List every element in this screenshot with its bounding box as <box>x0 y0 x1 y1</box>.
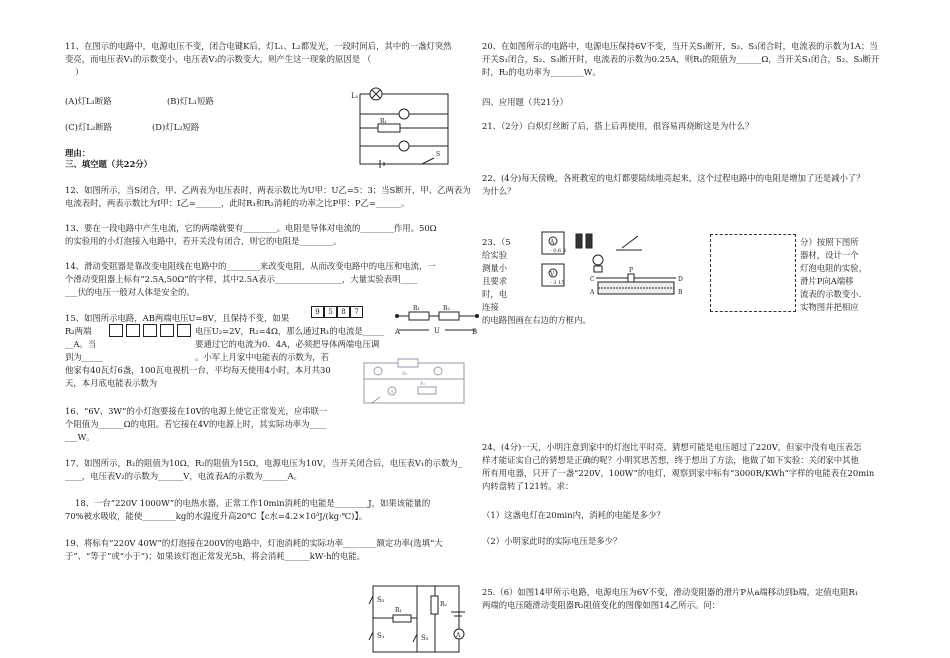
q11-option-b: (B)灯L₁短路 <box>167 96 214 106</box>
q15-blank-box <box>109 324 123 337</box>
q23-fig-ammeter: A <box>550 239 555 246</box>
q23-right-line-5: 流表的示数变小． <box>800 289 867 299</box>
q15-blank-box <box>126 324 140 337</box>
q13-line-1: 13、要在一段电路中产生电流，它的两端就要有________。电阻是导体对电流的________作用。50Ω <box>65 223 437 233</box>
q11-line-2: 变亮，而电压表V₁的示数变小，电压表V₂的示数变大，则产生这一现象的原因是 （ <box>65 54 372 64</box>
q19-fig-r1: R₁ <box>395 607 402 614</box>
q18-line-2: 70%被水吸收，能使________kg的水温度升高20℃【c水=4.2×10³J/(kg·℃)】。 <box>65 511 367 521</box>
q23-right-line-3: 灯泡电阻的实验， <box>800 263 867 273</box>
q15-line-2: R₂两端 <box>65 326 92 336</box>
q11-line-1: 11、在图示的电路中，电源电压不变，闭合电键K后，灯L₁、L₂都发光，一段时间后，其中的一盏灯突然 <box>65 41 452 51</box>
q23-apparatus-figure <box>538 230 688 306</box>
q19-fig-r2: R₂ <box>440 601 447 608</box>
q23-fig-p: P <box>629 267 634 274</box>
q15-series-diagram <box>395 300 479 340</box>
question-24 <box>482 441 874 493</box>
meter-digit: 9 <box>311 306 324 318</box>
q23-fig-d: D <box>678 276 683 283</box>
q15-fig-r1: R₁ <box>413 305 420 312</box>
q23-apparatus-diagram <box>538 230 688 306</box>
q11-fig-label-r1: R₁ <box>380 118 387 125</box>
q20-circuit-figure <box>365 582 467 656</box>
q20-line-1: 20、在如图所示的电路中，电源电压保持6V不变，当开关S₁断开，S₂、S₃闭合时，电流表的示数为1A；当 <box>482 41 878 51</box>
q22-line-1: 22、(4分)每天傍晚，各班教室的电灯都要陆续地亮起来，这个过程电路中的电阻是增加了还是减小了？ <box>482 173 865 183</box>
q14-line-1: 14、滑动变阻器是靠改变电阻线在电路中的________来改变电阻，从而改变电路中的电压和电流，一 <box>65 261 436 271</box>
q23-answer-box[interactable] <box>710 234 796 312</box>
q23-fig-voltmeter: V <box>550 271 555 278</box>
q23-right-line-6: 实物图并把相应 <box>800 302 859 312</box>
q23-line-2: 给实验 <box>482 250 508 260</box>
q11-line-3: ） <box>75 67 84 77</box>
q11-fig-label-l1: L₁ <box>351 92 359 100</box>
q15-fig2-r2: R₂ <box>420 381 426 387</box>
q11-fig-label-s: S <box>436 151 441 158</box>
q19-fig-s1: S₁ <box>377 632 385 640</box>
meter-digit: 5 <box>324 306 337 318</box>
q23-right-text <box>800 236 900 314</box>
q23-line-4: 且要求 <box>482 276 508 286</box>
question-20 <box>482 40 879 79</box>
q23-fig-ammeter-scale: - 0.6 3 <box>550 248 567 254</box>
q17-circuit-diagram <box>358 357 470 409</box>
q15-line-4: __A。当 <box>65 339 97 349</box>
q15-fig2-r1: R₁ <box>402 371 408 377</box>
question-23 <box>482 236 532 314</box>
q13-line-2: 的实验用的小灯泡接入电路中，若开关没有闭合，则它的电阻是________。 <box>65 236 342 246</box>
meter-digit: 7 <box>350 306 363 318</box>
q11-circuit-diagram <box>350 84 458 170</box>
q23-line-3: 测量小 <box>482 263 508 273</box>
question-18 <box>65 497 430 523</box>
q24-sub-1: （1）这盏电灯在20min内，消耗的电能是多少？ <box>482 510 665 520</box>
q23-fig-pa: A <box>590 289 595 296</box>
q15-blank-box <box>160 324 174 337</box>
q23-right-line-2: 器材，设计一个 <box>800 250 859 260</box>
q19-fig-s2: S₂ <box>377 596 385 604</box>
q15-fig-u: U <box>434 327 440 335</box>
q15-fig-r2: R₂ <box>443 305 450 312</box>
q11-option-a: (A)灯L₁断路 <box>65 96 112 106</box>
question-16 <box>65 405 327 444</box>
q15-line-7: 。小军上月家中电能表的示数为，若 <box>195 352 329 362</box>
q23-line-6: 连接 <box>482 302 499 312</box>
q17-line-2: ____，电压表V₂的示数为______V，电流表A的示数为______A。 <box>65 471 302 481</box>
section-3-heading: 三、填空题（共22分） <box>65 159 153 169</box>
q11-reason-label: 理由： <box>65 148 91 158</box>
q17-line-1: 17、如图所示，R₁的阻值为10Ω，R₂的阻值为15Ω，电源电压为10V，当开关闭合后，电压表V₁的示数为_ <box>65 458 462 468</box>
q19-fig-a: A <box>456 632 461 639</box>
q23-line-5: 时，电 <box>482 289 508 299</box>
q12-line-1: 12、如图所示，当S闭合，甲、乙两表为电压表时，两表示数比为U甲：U乙=5：3；当S断开，甲、乙两表为 <box>65 185 471 195</box>
q15-fig-b: B <box>472 328 478 336</box>
q15-fig2-a: A <box>390 389 394 395</box>
q15-blank-box <box>177 324 191 337</box>
q15-energy-meter <box>311 306 363 318</box>
q19-fig-s3: S₃ <box>421 634 429 642</box>
q20-circuit-diagram <box>365 582 467 656</box>
q24-sub-2: （2）小明家此时的实际电压是多少？ <box>482 536 622 546</box>
q14-line-3: ___伏的电压一般对人体是安全的。 <box>65 287 195 297</box>
question-12 <box>65 184 471 210</box>
q24-line-2: 样才能证实自己的猜想是正确的呢？小明冥思苦想，终于想出了方法，他做了如下实验：关闭家中其他 <box>482 455 859 465</box>
q25-line-1: 25.（6）如图14甲所示电路，电源电压为6V不变，滑动变阻器的滑片P从a端移动到b端，定值电阻R₁ <box>482 587 859 597</box>
q15-blank-box <box>143 324 157 337</box>
q19-line-1: 19、将标有“220V 40W”的灯泡接在200V的电路中，灯泡消耗的实际功率________额定功率(选填“大 <box>65 538 443 548</box>
question-19 <box>65 537 443 563</box>
q17-circuit-figure <box>358 357 470 409</box>
q15-blank-boxes <box>109 324 191 337</box>
q24-line-3: 所有用电器，只开了一盏“220V，100W”的电灯，观察到家中标有“3000R/KWh”字样的电能表在20min <box>482 468 875 478</box>
question-14 <box>65 260 436 299</box>
q23-right-line-4: 滑片P向A端移 <box>800 276 854 286</box>
q16-line-2: 个阻值为______Ω的电阻。若它接在4V的电源上时，其实际功率为____ <box>65 419 327 429</box>
q24-line-1: 24、(4分)一天，小明注意到家中的灯泡比平时亮，猜想可能是电压超过了220V，但家中没有电压表怎 <box>482 442 862 452</box>
question-11 <box>65 40 452 79</box>
q12-line-2: 电流表时，两表示数比为I甲：I乙=______，此时R₁和R₂消耗的功率之比P甲：P乙=______。 <box>65 198 410 208</box>
q22-line-2: 为什么？ <box>482 186 516 196</box>
q15-series-figure <box>395 300 479 340</box>
q15-fig-a: A <box>395 328 401 336</box>
q23-line-1: 23、（5 <box>482 237 511 247</box>
q21-line-1: 21、（2分）白炽灯丝断了后，搭上后再使用，很容易再烧断这是为什么？ <box>482 121 754 131</box>
q24-line-4: 内转盘转了121转。求： <box>482 481 574 491</box>
q15-line-1: 15、如图所示电路，AB两端电压U=8V，且保持不变，如果 <box>65 313 290 323</box>
question-21 <box>482 120 753 133</box>
q16-line-1: 16、“6V、3W”的小灯泡要接在10V的电源上使它正常发光，应串联一 <box>65 406 328 416</box>
q23-fig-c: C <box>590 276 595 283</box>
q14-line-2: 个滑动变阻器上标有“2.5A,50Ω”的字样，其中2.5A表示________________，大量实验表明____ <box>65 274 418 284</box>
q15-line-6: 到为_____ <box>65 352 103 362</box>
q23-line-7: 的电路图画在右边的方框内。 <box>482 315 591 325</box>
question-22 <box>482 172 865 198</box>
q16-line-3: ___W。 <box>65 432 95 442</box>
q11-option-c: (C)灯L₂断路 <box>65 122 112 132</box>
q15-line-9: 天，本月底电能表示数为 <box>65 378 158 388</box>
q11-circuit-figure <box>350 84 458 170</box>
q23-right-line-1: 分）按照下图所 <box>800 237 859 247</box>
q25-line-2: 两端的电压随滑动变阻器R₂阻值变化的图像如图14乙所示。问： <box>482 600 721 610</box>
q23-fig-pb: B <box>678 289 683 296</box>
q11-option-d: (D)灯L₂短路 <box>152 122 200 132</box>
section-4-heading: 四、应用题（共21分） <box>482 97 569 107</box>
q15-line-3: 电压U₂=2V，R₂=4Ω，那么通过R₁的电流是_____ <box>195 326 384 336</box>
question-17 <box>65 457 462 483</box>
question-13 <box>65 222 437 248</box>
q23-fig-voltmeter-scale: - 3 15 <box>550 280 565 286</box>
meter-digit: 8 <box>337 306 350 318</box>
q15-line-8: 他家有40瓦灯6盏，100瓦电视机一台，平均每天使用4小时，本月共30 <box>65 365 331 375</box>
q19-line-2: 于”、“等于”或“小于”)；如果该灯泡正常发光5h，将会消耗______kW·h的电能。 <box>65 551 366 561</box>
q15-line-5: 要通过它的电流为0．4A，必须把导体两端电压调 <box>195 339 380 349</box>
q20-line-2: 开关S₁闭合，S₂、S₃断开时，电流表的示数为0.25A，则R₁的阻值为______Ω，当开关S₁闭合，S₂、S₃断开 <box>482 54 880 64</box>
q20-line-3: 时，R₂的电功率为________W。 <box>482 67 601 77</box>
q18-line-1: 18、一台“220V 1000W”的电热水器，正常工作10min消耗的电能是________J，如果该能量的 <box>75 498 431 508</box>
question-25 <box>482 586 858 612</box>
